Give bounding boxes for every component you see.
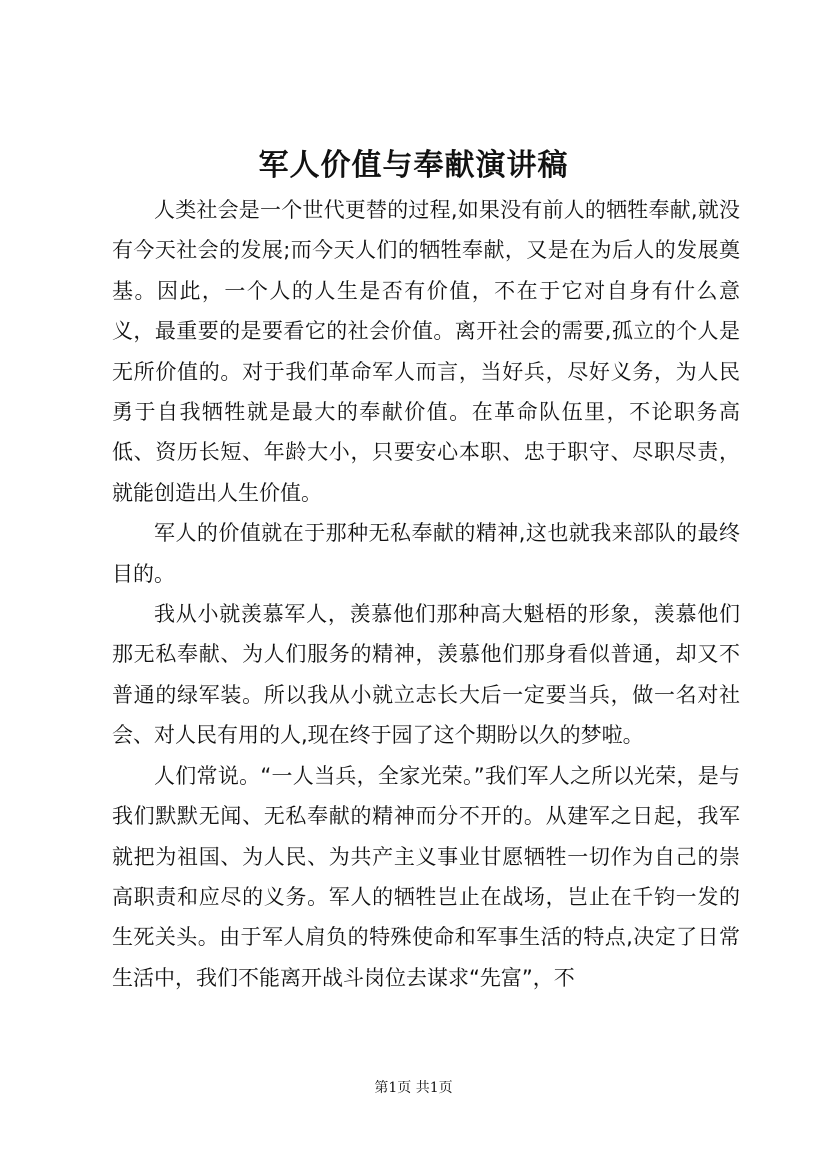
paragraph: 人类社会是一个世代更替的过程,如果没有前人的牺牲奉献,就没有今天社会的发展;而今天人们的牺牲奉献，又是在为后人的发展奠基。因此，一个人的人生是否有价值，不在于它对自身有什么意义，最重要的是要看它的社会价值。离开社会的需要,孤立的个人是无所价值的。对于我们革命军人而言，当好兵，尽好义务，为人民勇于自我牺牲就是最大的奉献价值。在革命队伍里，不论职务高低、资历长短、年龄大小，只要安心本职、忠于职守、尽职尽责，就能创造出人生价值。	[112, 198, 740, 505]
paragraph: 军人的价值就在于那种无私奉献的精神,这也就我来部队的最终目的。	[112, 521, 740, 586]
document-title: 军人价值与奉献演讲稿	[258, 148, 569, 183]
page-footer: 第1页 共1页	[374, 1080, 453, 1096]
paragraph: 人们常说。“一人当兵，全家光荣。”我们军人之所以光荣，是与我们默默无闻、无私奉献的精神而分不开的。从建军之日起，我军就把为祖国、为人民、为共产主义事业甘愿牺牲一切作为自己的崇高职责和应尽的义务。军人的牺牲岂止在战场，岂止在千钧一发的生死关头。由于军人肩负的特殊使命和军事生活的特点,决定了日常生活中，我们不能离开战斗岗位去谋求“先富”，不	[112, 763, 740, 990]
document-body	[112, 190, 740, 998]
paragraph: 我从小就羡慕军人，羡慕他们那种高大魁梧的形象，羡慕他们那无私奉献、为人们服务的精神，羡慕他们那身看似普通，却又不普通的绿军装。所以我从小就立志长大后一定要当兵，做一名对社会、对人民有用的人,现在终于园了这个期盼以久的梦啦。	[112, 602, 740, 748]
